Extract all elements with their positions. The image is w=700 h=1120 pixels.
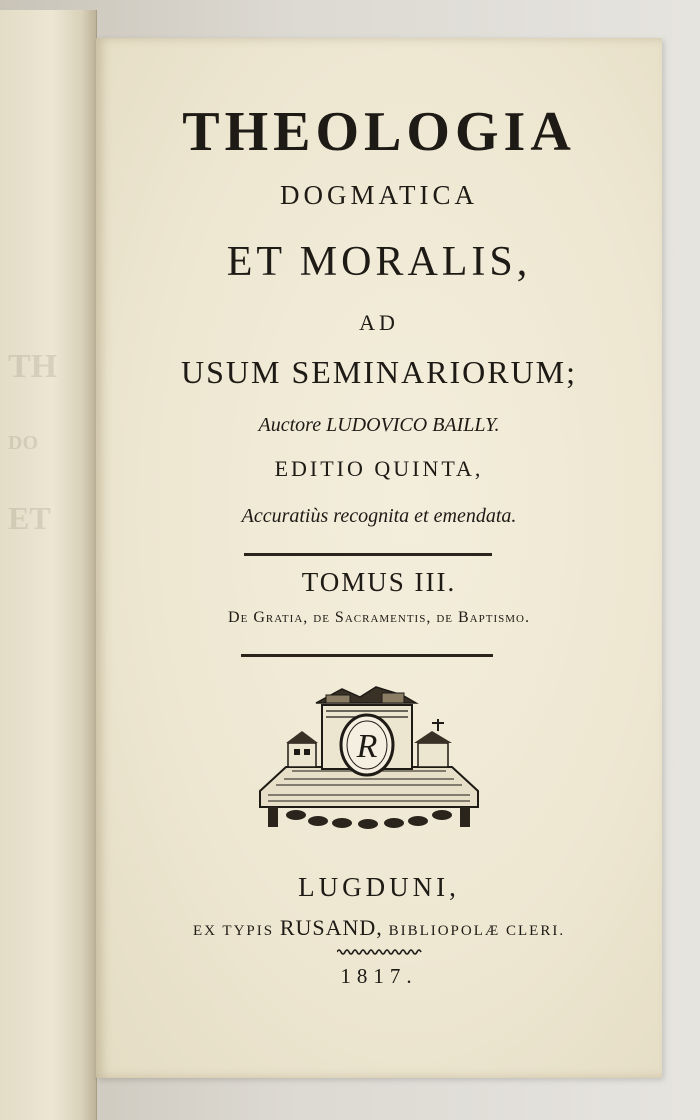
subtitle-dogmatica: DOGMATICA xyxy=(280,180,478,210)
main-title: THEOLOGIA xyxy=(182,101,576,163)
contents-line: De Gratia, de Sacramentis, de Baptismo. xyxy=(228,609,530,626)
bleed-through-text: ET xyxy=(8,500,51,536)
divider-rule xyxy=(241,654,493,657)
imprint-prefix: EX TYPIS xyxy=(192,923,275,939)
ornamental-wavy-rule xyxy=(337,948,423,956)
printers-device-vignette xyxy=(256,683,482,843)
vignette-monogram: R xyxy=(356,728,378,765)
title-page xyxy=(96,38,662,1078)
facing-page-edge xyxy=(0,10,97,1120)
volume-line: TOMUS III. xyxy=(301,567,457,597)
subtitle-et-moralis: ET MORALIS, xyxy=(226,239,532,285)
imprint-place: LUGDUNI, xyxy=(298,872,460,902)
imprint-year: 1817. xyxy=(340,964,418,988)
divider-rule xyxy=(244,553,492,556)
subtitle-ad: AD xyxy=(359,310,399,335)
bleed-through-text: DO xyxy=(8,432,38,454)
printer-name: RUSAND, xyxy=(279,915,383,940)
imprint-suffix: BIBLIOPOLÆ CLERI. xyxy=(388,923,566,939)
edition-note: Accuratiùs recognita et emendata. xyxy=(241,505,517,527)
author-line: Auctore LUDOVICO BAILLY. xyxy=(258,414,500,436)
bleed-through-text: TH xyxy=(8,348,58,385)
edition-line: EDITIO QUINTA, xyxy=(274,456,484,481)
imprint-line xyxy=(96,915,662,941)
subtitle-usum: USUM SEMINARIORUM; xyxy=(180,354,578,390)
